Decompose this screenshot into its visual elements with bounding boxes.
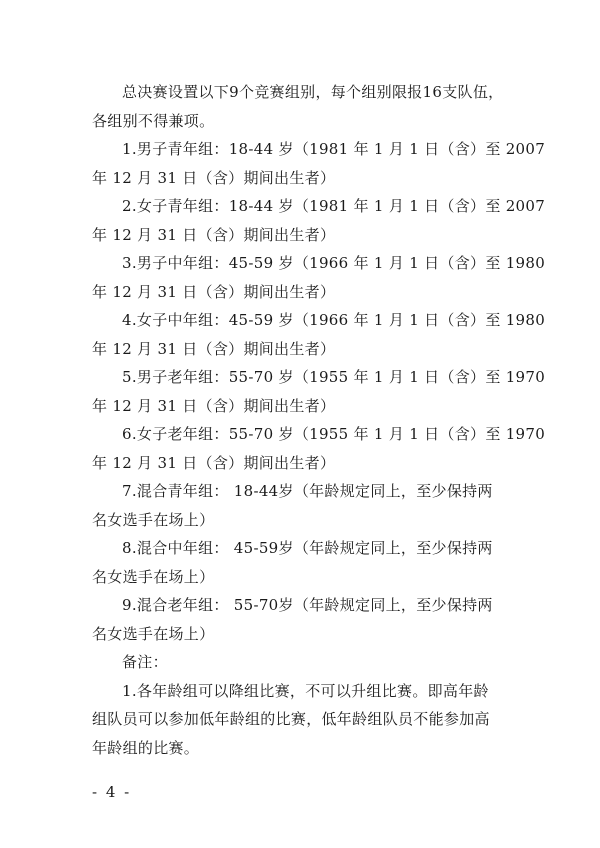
paragraph-line: 3.男子中年组：45-59 岁（1966 年 1 月 1 日（含）至 1980 — [122, 254, 546, 272]
paragraph-line: 9.混合老年组： 55-70岁（年龄规定同上，至少保持两 — [122, 596, 493, 614]
paragraph-line: 总决赛设置以下9个竞赛组别，每个组别限报16支队伍， — [122, 83, 504, 101]
paragraph-line: 4.女子中年组：45-59 岁（1966 年 1 月 1 日（含）至 1980 — [122, 311, 546, 329]
page-number: - 4 - — [92, 783, 132, 801]
paragraph-line: 各组别不得兼项。 — [92, 111, 215, 130]
paragraph-line: 8.混合中年组： 45-59岁（年龄规定同上，至少保持两 — [122, 539, 493, 557]
paragraph-line: 年 12 月 31 日（含）期间出生者） — [92, 282, 336, 301]
paragraph-line: 6.女子老年组：55-70 岁（1955 年 1 月 1 日（含）至 1970 — [122, 425, 546, 443]
paragraph-line: 年 12 月 31 日（含）期间出生者） — [92, 453, 336, 472]
paragraph-line: 年 12 月 31 日（含）期间出生者） — [92, 396, 336, 415]
paragraph-line: 备注： — [122, 653, 168, 671]
paragraph-line: 年 12 月 31 日（含）期间出生者） — [92, 339, 336, 358]
paragraph-line: 组队员可以参加低年龄组的比赛，低年龄组队员不能参加高 — [92, 710, 490, 728]
paragraph-line: 名女选手在场上） — [92, 510, 215, 529]
paragraph-line: 7.混合青年组： 18-44岁（年龄规定同上，至少保持两 — [122, 482, 493, 500]
paragraph-line: 1.男子青年组：18-44 岁（1981 年 1 月 1 日（含）至 2007 — [122, 140, 546, 158]
paragraph-line: 2.女子青年组：18-44 岁（1981 年 1 月 1 日（含）至 2007 — [122, 197, 546, 215]
paragraph-line: 年龄组的比赛。 — [92, 738, 200, 757]
paragraph-line: 年 12 月 31 日（含）期间出生者） — [92, 168, 336, 187]
paragraph-line: 年 12 月 31 日（含）期间出生者） — [92, 225, 336, 244]
paragraph-line: 1.各年龄组可以降组比赛，不可以升组比赛。即高年龄 — [122, 681, 489, 700]
paragraph-line: 名女选手在场上） — [92, 567, 215, 586]
paragraph-line: 5.男子老年组：55-70 岁（1955 年 1 月 1 日（含）至 1970 — [122, 368, 546, 386]
document-body — [92, 78, 546, 762]
paragraph-line: 名女选手在场上） — [92, 624, 215, 643]
